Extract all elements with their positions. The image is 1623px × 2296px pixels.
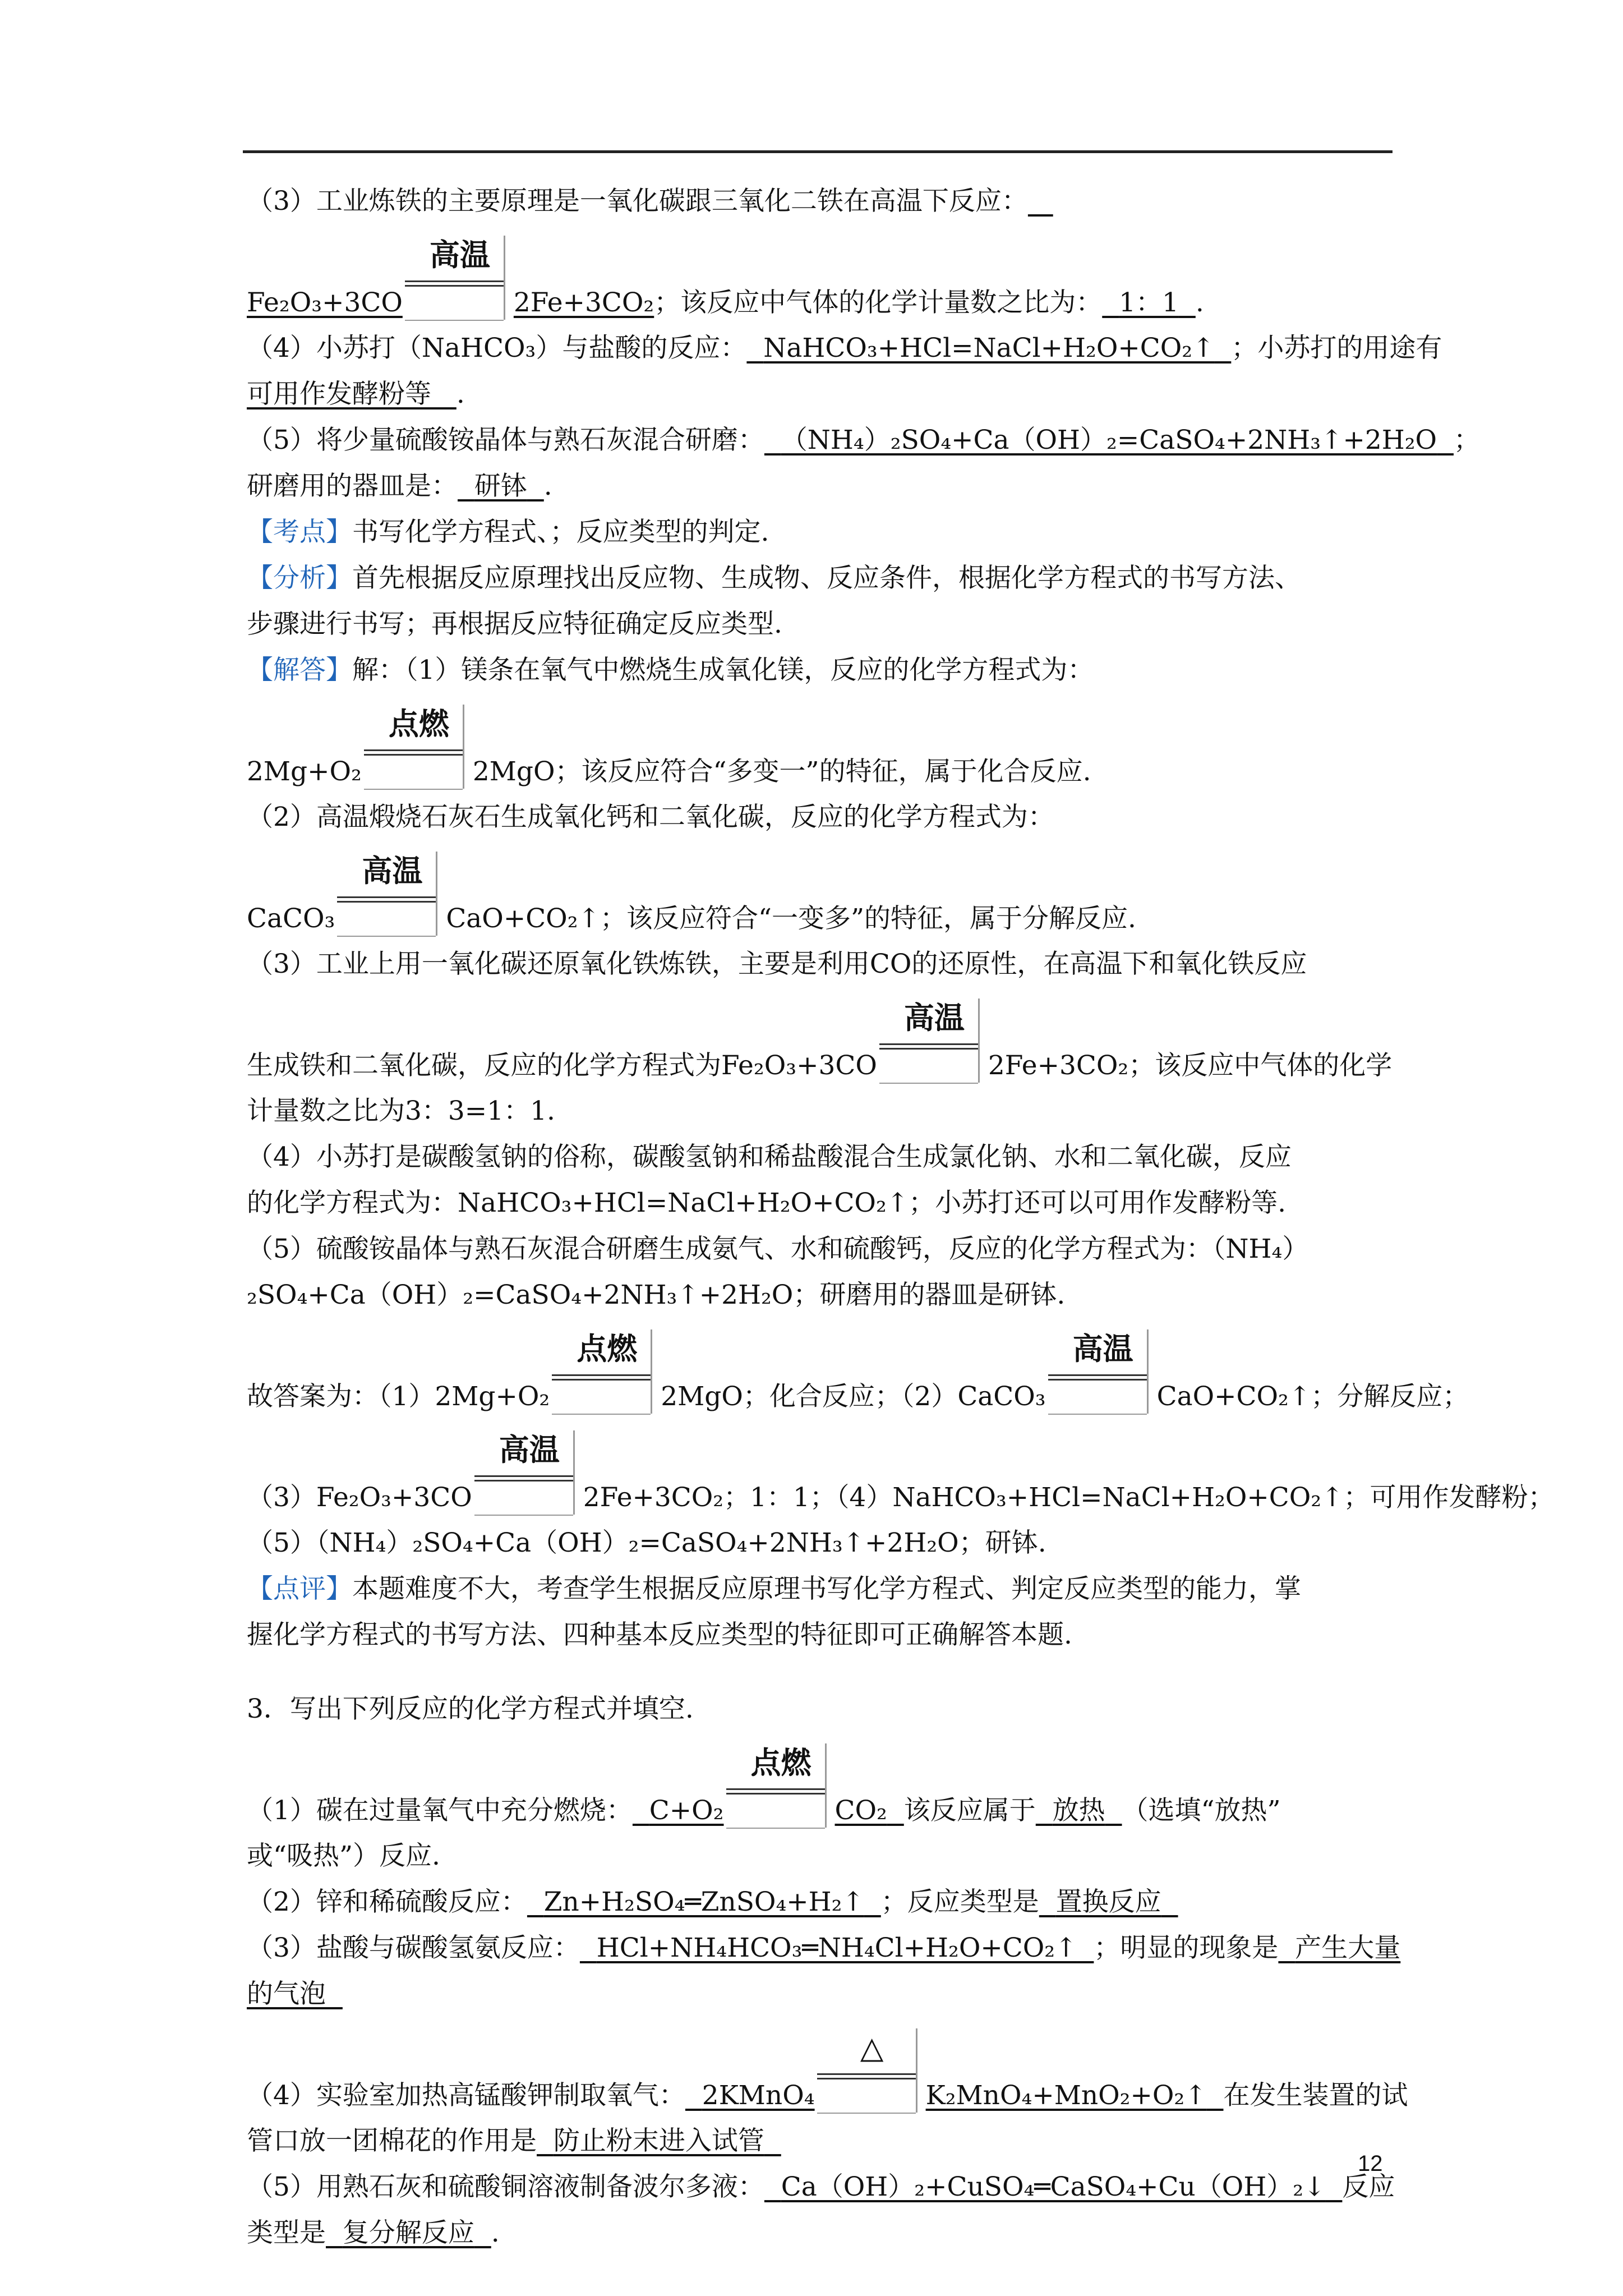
answer-summary-line [247,1318,1469,1419]
text: 2Fe+3CO₂；1：1；（4）NaHCO₃+HCl=NaCl+H₂O+CO₂↑；可用作发酵粉； [583,1482,1555,1513]
equation-line [247,693,1391,794]
text: （1）碳在过量氧气中充分燃烧： [247,1795,633,1826]
text: 握化学方程式的书写方法、四种基本反应类型的特征即可正确解答本题. [247,1619,1072,1650]
condition-label: 点燃 [750,1745,811,1780]
equation-right: CaO+CO₂↑；该反应符合“一变多”的特征，属于分解反应. [446,903,1136,934]
equation-left: Fe₂O₃+3CO [247,287,403,318]
text: 的化学方程式为：NaHCO₃+HCl=NaCl+H₂O+CO₂↑；小苏打还可以可用作发酵粉等. [247,1188,1287,1218]
condition-label: 点燃 [388,706,449,742]
text: （5）将少量硫酸铵晶体与熟石灰混合研磨： [247,425,764,455]
condition-heat [817,2028,924,2118]
text: 故答案为：（1）2Mg+O₂ [247,1381,550,1412]
question-line [247,1925,1401,1971]
text: （3）盐酸与碳酸氢氨反应： [247,1932,580,1963]
text: （4）实验室加热高锰酸钾制取氧气： [247,2080,685,2111]
text: （4）小苏打是碳酸氢钠的俗称，碳酸氢钠和稀盐酸混合生成氯化钠、水和二氧化碳，反应 [247,1142,1292,1172]
answer-fill [247,1978,343,2009]
text: （5）用熟石灰和硫酸铜溶液制备波尔多液： [247,2171,764,2202]
answer-summary-line [247,1419,1555,1520]
answer-text: HCl+NH₄HCO₃═NH₄Cl+H₂O+CO₂↑ [596,1932,1077,1963]
question-line [247,1732,1391,1833]
text: （2）高温煅烧石灰石生成氧化钙和二氧化碳，反应的化学方程式为： [247,802,1054,832]
text-line [247,178,1391,224]
answer-fill [247,379,457,409]
text: （5）（NH₄）₂SO₄+Ca（OH）₂=CaSO₄+2NH₃↑+2H₂O；研钵. [247,1527,1046,1558]
condition-label: 高温 [903,1000,965,1036]
answer-fill [1039,1887,1178,1917]
answer-fill [685,2030,1224,2111]
answer-text: 产生大量 [1295,1932,1401,1963]
answer-fill [746,333,1231,364]
text: 在发生装置的试 [1223,2080,1408,2111]
answer-text: 复分解反应 [342,2217,474,2248]
text: （5）硫酸铵晶体与熟石灰混合研磨生成氨气、水和硫酸钙，反应的化学方程式为：（NH₄） [247,1234,1309,1264]
equation-right: 2MgO；该反应符合“多变一”的特征，属于化合反应. [472,756,1091,787]
text-line [247,1180,1391,1226]
answer-fill [764,425,1454,455]
answer-text: Zn+H₂SO₄═ZnSO₄+H₂↑ [543,1887,864,1917]
answer-text: 1：1 [1119,287,1179,318]
text-line [247,325,1442,371]
condition-ignite [552,1329,658,1419]
answer-fill [458,471,544,501]
text: （3）Fe₂O₃+3CO [247,1482,472,1513]
condition-label: 高温 [429,237,490,273]
blank [1028,186,1053,217]
text-line [247,647,1391,693]
text: 类型是 [247,2217,326,2248]
text: 生成铁和二氧化碳，反应的化学方程式为Fe₂O₃+3CO [247,1050,877,1081]
answer-text: NaHCO₃+HCl=NaCl+H₂O+CO₂↑ [763,333,1215,364]
text-line [247,1226,1391,1272]
text: CaO+CO₂↑；分解反应； [1156,1381,1469,1412]
answer-fill [633,1745,904,1826]
condition-label: 高温 [499,1432,560,1467]
equation-right: 2Fe+3CO₂ [513,287,654,318]
text-line [247,1088,1391,1134]
answer-fill [537,2125,781,2156]
answer-text: Ca（OH）₂+CuSO₄═CaSO₄+Cu（OH）₂↓ [781,2171,1326,2202]
question-line [247,2164,1395,2210]
text: 2Fe+3CO₂；该反应中气体的化学 [988,1050,1393,1081]
text: ；小苏打的用途有 [1231,333,1442,364]
answer-fill [326,2217,491,2248]
answer-fill [1278,1932,1400,1963]
answer-fill [247,237,654,318]
text: 解：（1）镁条在氧气中燃烧生成氧化镁，反应的化学方程式为： [352,655,1094,685]
section-tag-kaodian: 【考点】 [247,517,352,547]
equation-line: Fe₂O₃+3CO 高温 2Fe+3CO₂；该反应中气体的化学计量数之比为： 1：1 . [247,224,1391,325]
condition-ignite [364,705,471,794]
text-line: （5）将少量硫酸铵晶体与熟石灰混合研磨： （NH₄）₂SO₄+Ca（OH）₂=CaSO₄+2NH₃↑+2H₂O ； [247,425,1480,455]
text: 该反应属于 [903,1795,1036,1826]
answer-fill [527,1887,881,1917]
text: （3）工业上用一氧化碳还原氧化铁炼铁，主要是利用CO的还原性，在高温下和氧化铁反应 [247,949,1307,979]
equation-line [247,987,1391,1088]
text: 或“吸热”）反应. [247,1841,440,1871]
question-line: 类型是 复分解反应 . [247,2217,500,2248]
text-line: 可用作发酵粉等 . [247,379,465,409]
equation-left: CaCO₃ [247,903,335,934]
text: 首先根据反应原理找出反应物、生成物、反应条件，根据化学方程式的书写方法、 [352,563,1301,593]
text: 2MgO；化合反应；（2）CaCO₃ [661,1381,1046,1412]
document-body [247,178,1555,2256]
page-number: 12 [1358,2151,1383,2176]
question-line [247,1971,1391,2017]
text: （4）小苏打（NaHCO₃）与盐酸的反应： [247,333,747,364]
text: 3．写出下列反应的化学方程式并填空. [247,1694,694,1724]
answer-fill [580,1932,1094,1963]
question-line [247,2017,1408,2118]
answer-text: 放热 [1052,1795,1105,1826]
section-tag-fenxi: 【分析】 [247,563,352,593]
answer-summary-line [247,1520,1391,1566]
answer-fill [1102,287,1196,318]
text: 计量数之比为3：3=1：1. [247,1096,555,1126]
condition-high-temp [337,852,444,941]
answer-text: 研钵 [474,471,527,501]
text-line [247,555,1391,601]
answer-text: 防止粉末进入试管 [553,2125,764,2156]
text: ；明显的现象是 [1094,1932,1279,1963]
text-line [247,509,1391,555]
text-line [247,1612,1391,1658]
equation-left: 2KMnO₄ [702,2080,815,2111]
condition-high-temp [474,1430,581,1520]
answer-fill [764,2171,1343,2202]
condition-ignite [726,1743,833,1833]
text: ；该反应中气体的化学计量数之比为： [654,287,1103,318]
condition-label: 点燃 [577,1331,638,1366]
section-tag-dianping: 【点评】 [247,1573,352,1604]
text-line [247,794,1391,840]
text: （选填“放热” [1122,1795,1281,1826]
text: 研磨用的器皿是： [247,471,458,501]
text: ₂SO₄+Ca（OH）₂=CaSO₄+2NH₃↑+2H₂O；研磨用的器皿是研钵. [247,1280,1066,1310]
question-line [247,2118,1391,2164]
text-line [247,941,1391,987]
condition-high-temp [1048,1329,1155,1419]
equation-right: K₂MnO₄+MnO₂+O₂↑ [925,2080,1207,2111]
answer-text: 置换反应 [1055,1887,1161,1917]
condition-label: 高温 [1072,1331,1133,1366]
text: 反应 [1342,2171,1395,2202]
section-tag-jieda: 【解答】 [247,655,352,685]
condition-high-temp [405,236,511,325]
text: 步骤进行书写；再根据反应特征确定反应类型. [247,609,782,639]
heat-triangle-icon: △ [860,2030,884,2065]
equation-line [247,840,1391,941]
equation-left: 2Mg+O₂ [247,756,362,787]
text: 书写化学方程式、；反应类型的判定. [352,517,769,547]
text-line [247,601,1391,647]
text: （2）锌和稀硫酸反应： [247,1887,527,1917]
question-line [247,1833,1391,1879]
condition-high-temp [879,999,986,1088]
text: （3）工业炼铁的主要原理是一氧化碳跟三氧化二铁在高温下反应： [247,186,1028,217]
condition-label: 高温 [362,853,423,889]
equation-left: C+O₂ [649,1795,724,1826]
text-line: 研磨用的器皿是： 研钵 . [247,471,552,501]
answer-text: （NH₄）₂SO₄+Ca（OH）₂=CaSO₄+2NH₃↑+2H₂O [781,425,1437,455]
text-line [247,1272,1391,1318]
answer-text: 的气泡 [247,1978,326,2009]
header-rule [243,150,1393,153]
question-line [247,1879,1391,1925]
text-line [247,1134,1391,1180]
answer-text: 可用作发酵粉等 [247,379,431,409]
text: ；反应类型是 [880,1887,1039,1917]
text: 管口放一团棉花的作用是 [247,2125,537,2156]
equation-right: CO₂ [834,1795,887,1826]
text: 本题难度不大，考查学生根据反应原理书写化学方程式、判定反应类型的能力，掌 [352,1573,1301,1604]
question-title [247,1686,1391,1732]
text-line [247,1566,1391,1612]
answer-fill [1036,1795,1122,1826]
